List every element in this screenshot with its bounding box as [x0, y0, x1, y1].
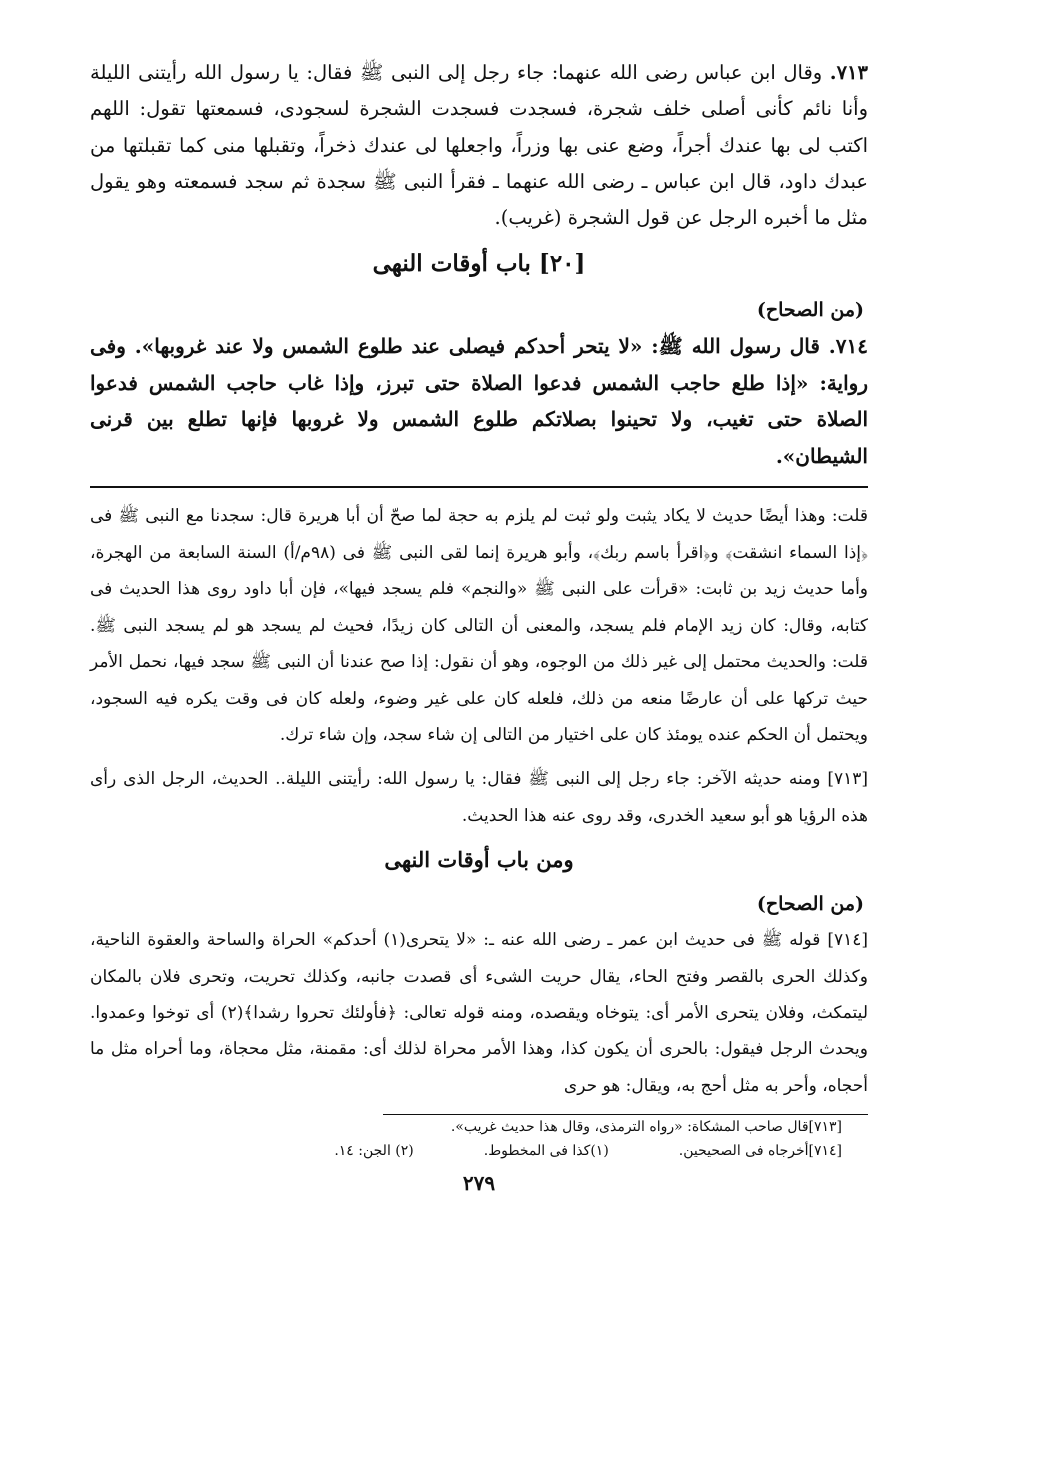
divider — [90, 486, 868, 488]
section-label-2: (من الصحاح) — [756, 893, 864, 916]
chapter-heading: [٢٠] باب أوقات النهى — [372, 250, 586, 278]
hadith-number: ٧١٣. — [829, 61, 868, 84]
footnote-2: (٢) الجن: ١٤. — [334, 1143, 414, 1160]
chapter-heading-2: ومن باب أوقات النهى — [384, 847, 574, 873]
commentary-paragraph: قلت: وهذا أيضًا حديث لا يكاد يثبت ولو ثبت لم يلزم به حجة لما صحّ أن أبا هريرة قال: سجدنا مع النبى ﷺ فى ﴿إذا السماء انشقت﴾ و﴿اقرأ باسم ربك﴾، وأبو هريرة إنما لقى النبى ﷺ فى (٩٨م/أ) السنة السابعة من الهجرة، وأما حديث زيد بن ثابت: «قرأت على النبى ﷺ «والنجم» فلم يسجد فيها»، فإن أبا داود روى هذا الحديث فى كتابه، وقال: كان زيد الإمام فلم يسجد، والمعنى أن التالى كان زيدًا، فحيث لم يسجد هو لم يسجد النبى ﷺ. قلت: والحديث محتمل إلى غير ذلك من الوجوه، وهو أن نقول: إذا صح عندنا أن النبى ﷺ سجد فيها، نحمل الأمر حيث تركها على أن عارضًا منعه من ذلك، فلعله كان على غير وضوء، ولعله كان فى وقت يكره فيه السجود، ويحتمل أن الحكم عنده يومئذ كان على اختيار من التالى إن شاء سجد، وإن شاء ترك. — [90, 506, 868, 745]
hadith-714 — [90, 328, 868, 474]
footnote-row — [90, 1139, 868, 1163]
commentary-714: [٧١٤] قوله ﷺ فى حديث ابن عمر ـ رضى الله عنه ـ: «لا يتحرى(١) أحدكم» الحراة والساحة والعقوة الناحية، وكذلك الحرى بالقصر وفتح الحاء، يقال حريت الشىء أى قصدت جانبه، وكذلك تحريت، وتحرى فلان بالمكان ليتمكث، وفلان يتحرى الأمر أى: يتوخاه ويقصده، ومنه قوله تعالى: ﴿فأولئك تحروا رشدا﴾(٢) أى توخوا وعمدوا. ويحدث الرجل فيقول: بالحرى أن يكون كذا، وهذا الأمر محراة لذلك أى: مقمنة، مثل محجاة، وما أحراه مثل ما أحجاه، وأحر به مثل أحج به، ويقال: هو حرى — [90, 930, 868, 1096]
hadith-number: ٧١٤. — [828, 334, 868, 359]
hadith-713 — [90, 55, 868, 236]
page-number: ٢٧٩ — [462, 1171, 496, 1196]
commentary-paragraph: [٧١٣] ومنه حديثه الآخر: جاء رجل إلى النبى ﷺ فقال: يا رسول الله: رأيتنى الليلة.. الحديث، الرجل الذى رأى هذه الرؤيا هو أبو سعيد الخدرى، وقد روى عنه هذا الحديث. — [90, 769, 868, 826]
section-label: (من الصحاح) — [756, 299, 864, 322]
footnote-713: [٧١٣]قال صاحب المشكاة: «رواه الترمذى، وقال هذا حديث غريب». — [450, 1119, 842, 1136]
page-body — [90, 55, 868, 1195]
hadith-text: وقال ابن عباس رضى الله عنهما: جاء رجل إلى النبى ﷺ فقال: يا رسول الله رأيتنى الليلة وأنا نائم كأنى أصلى خلف شجرة، فسجدت فسجدت الشجرة لسجودى، فسمعتها تقول: اللهم اكتب لى بها عندك أجراً، وضع عنى بها وزراً، واجعلها لى عندك ذخراً، وتقبلها منى كما تقبلتها من عبدك داود، قال ابن عباس ـ رضى الله عنهما ـ فقرأ النبى ﷺ سجدة ثم سجد فسمعته وهو يقول مثل ما أخبره الرجل عن قول الشجرة (غريب). — [90, 61, 868, 230]
hadith-text: قال رسول الله ﷺ: «لا يتحر أحدكم فيصلى عند طلوع الشمس ولا عند غروبها». وفى رواية: «إذا طلع حاجب الشمس فدعوا الصلاة حتى تبرز، وإذا غاب حاجب الشمس فدعوا الصلاة حتى تغيب، ولا تحينوا بصلاتكم طلوع الشمس ولا غروبها فإنها تطلع بين قرنى الشيطان». — [90, 334, 869, 468]
footnote-714: [٧١٤]أخرجاه فى الصحيحين. — [678, 1143, 842, 1160]
footnote-1: (١)كذا فى المخطوط. — [483, 1143, 609, 1160]
